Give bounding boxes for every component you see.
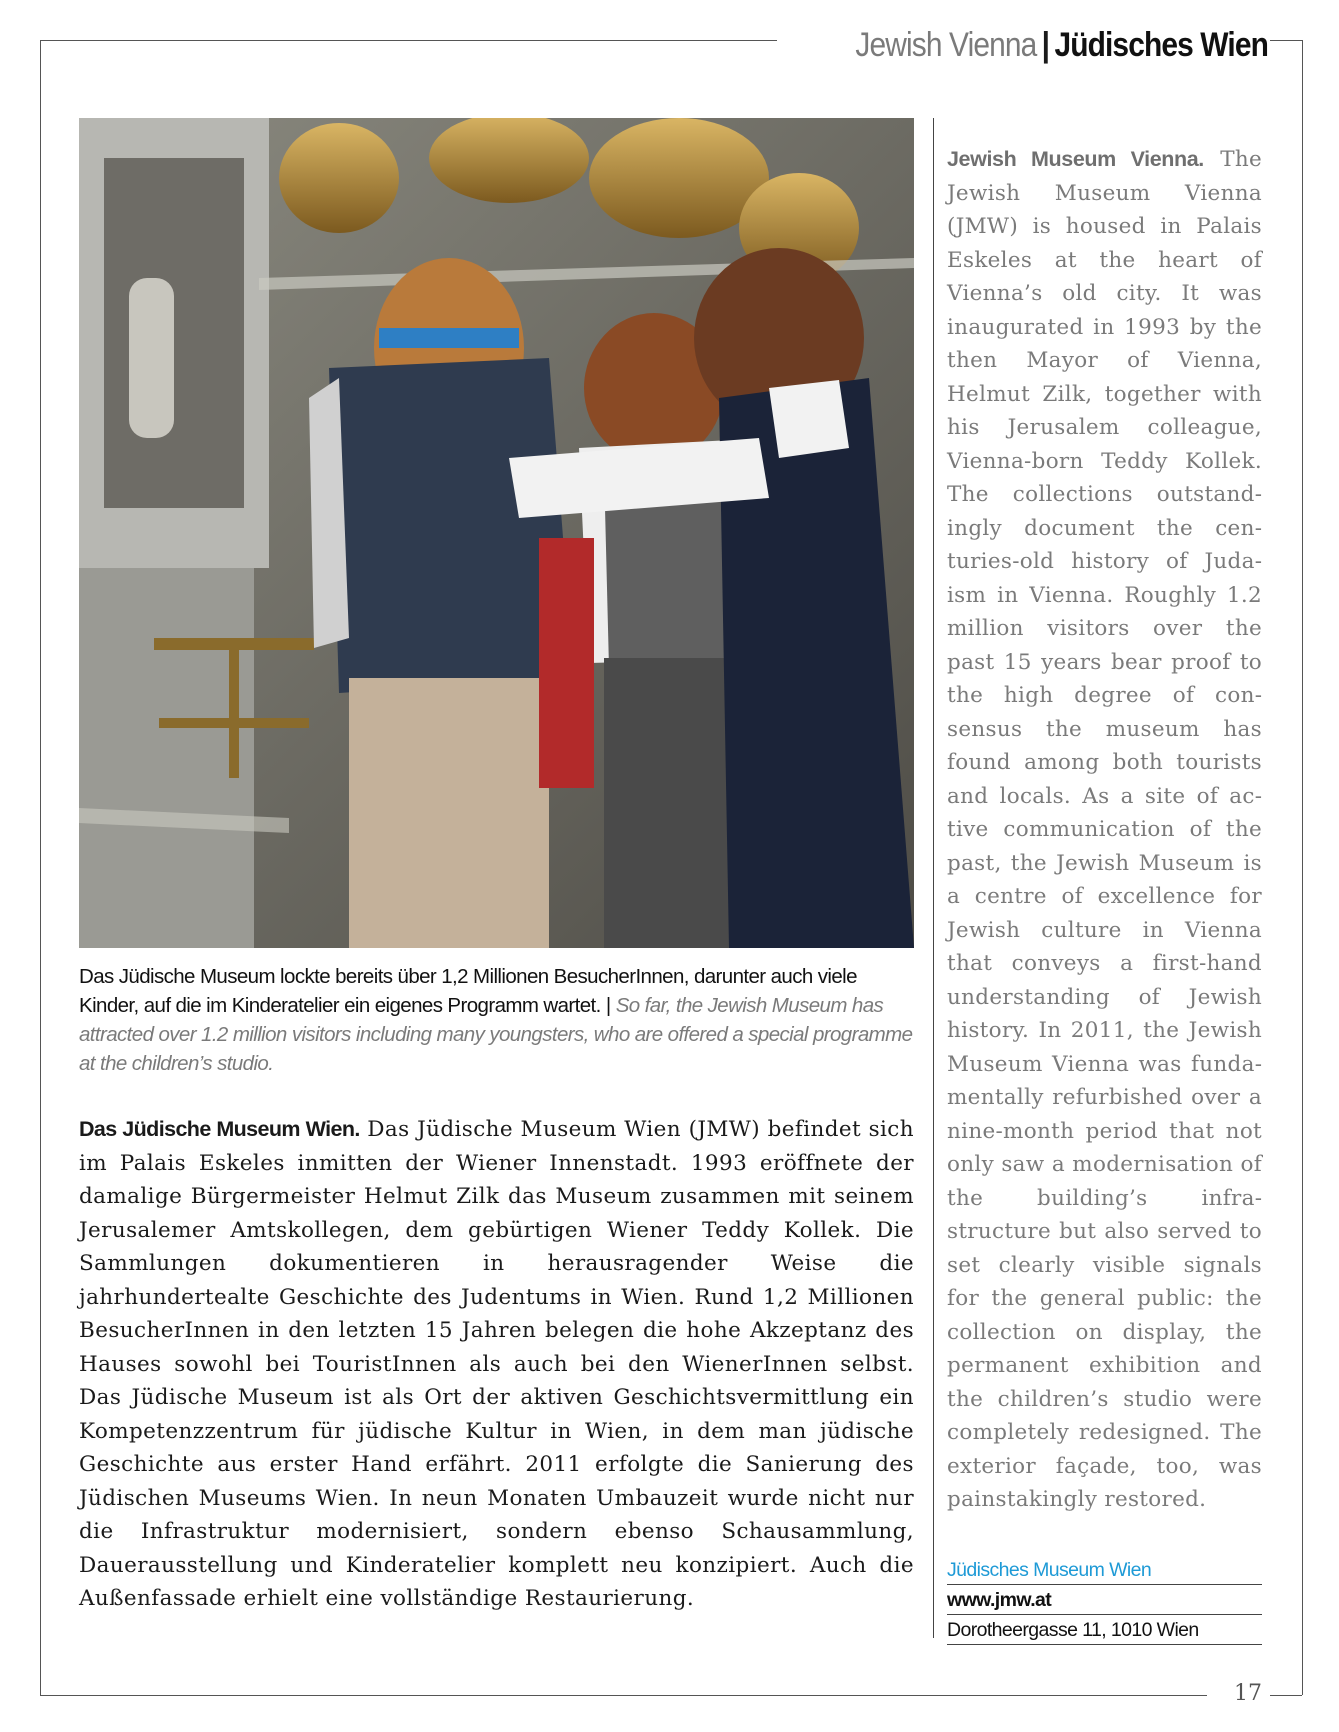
header-separator: | — [1041, 26, 1050, 64]
body-english — [947, 143, 1262, 1517]
photo-caption — [79, 962, 914, 1078]
page-number: 17 — [1234, 1681, 1262, 1706]
museum-address: Dorotheergasse 11, 1010 Wien — [947, 1615, 1262, 1645]
page-header — [847, 26, 1268, 65]
frame-bottom-right-line — [1270, 1695, 1302, 1696]
caption-separator: | — [605, 994, 611, 1017]
museum-children-photo — [79, 118, 914, 948]
header-title-de: Jüdisches Wien — [1054, 26, 1268, 64]
body-german-lead: Das Jüdische Museum Wien. — [79, 1117, 360, 1141]
body-english-text: The Jewish Museum Vienna (JMW) is housed in Palais Eskeles at the heart of Vienna’s old city. It was inaugurated in 1993 by the then Mayor of Vienna, Helmut Zilk, together with his Jerusalem colleague, Vienna-born Teddy Kollek. The collections outstandingly document the centuries-old history of Judaism in Vienna. Roughly 1.2 million visitors over the past 15 years bear proof to the high degree of consensus the museum has found among both tourists and locals. As a site of active communication of the past, the Jewish Museum is a centre of excellence for Jewish culture in Vienna that conveys a first-hand understanding of Jewish history. In 2011, the Jewish Museum Vienna was fundamentally refurbished over a nine-month period that not only saw a modernisation of the building’s infrastructure but also served to set clearly visible signals for the general public: the collection on display, the permanent exhibition and the children’s studio were completely redesigned. The exterior façade, too, was painstakingly restored. — [947, 147, 1262, 1512]
caption-german: Das Jüdische Museum lockte bereits über 1,2 Millionen BesucherInnen, darunter auch viele Kinder, auf die im Kinderatelier ein eigenes Programm wartet. — [79, 965, 857, 1017]
body-german — [79, 1113, 914, 1616]
museum-info-block — [947, 1555, 1262, 1645]
frame-bottom-line — [40, 1695, 1207, 1696]
frame-right-line — [1302, 40, 1303, 1695]
header-title-en: Jewish Vienna — [855, 26, 1037, 64]
body-german-text: Das Jüdische Museum Wien (JMW) befindet sich im Palais Eskeles inmitten der Wiener Innenstadt. 1993 eröffnete der damalige Bürgermeister Helmut Zilk das Museum zusammen mit seinem Jerusalemer Amtskollegen, dem gebürtigen Wiener Teddy Kollek. Die Sammlungen dokumentieren in herausragender Weise die jahrhundertealte Geschichte des Judentums in Wien. Rund 1,2 Millionen BesucherInnen in den letzten 15 Jahren belegen die hohe Akzeptanz des Hauses sowohl bei TouristInnen als auch bei den WienerInnen selbst. Das Jüdische Museum ist als Ort der aktiven Geschichtsvermittlung ein Kompetenzzentrum für jüdische Kultur in Wien, in dem man jüdische Geschichte aus erster Hand erfährt. 2011 erfolgte die Sanierung des Jüdischen Museums Wien. In neun Monaten Umbauzeit wurde nicht nur die Infrastruktur modernisiert, sondern ebenso Schausammlung, Dauerausstellung und Kinderatelier komplett neu konzipiert. Auch die Außenfassade erhielt eine vollständige Restaurierung. — [79, 1117, 914, 1611]
caption-english: So far, the Jewish Museum has attracted over 1.2 million visitors including many youngsters, who are offered a special programme at the children’s studio. — [79, 994, 913, 1075]
column-divider — [933, 118, 934, 1638]
body-english-lead: Jewish Museum Vienna. — [947, 147, 1204, 171]
museum-website-link[interactable]: www.jmw.at — [947, 1585, 1262, 1615]
frame-top-line — [40, 40, 777, 41]
frame-top-right-line — [1270, 40, 1302, 41]
museum-name-link[interactable]: Jüdisches Museum Wien — [947, 1555, 1262, 1585]
frame-left-line — [40, 40, 41, 1695]
